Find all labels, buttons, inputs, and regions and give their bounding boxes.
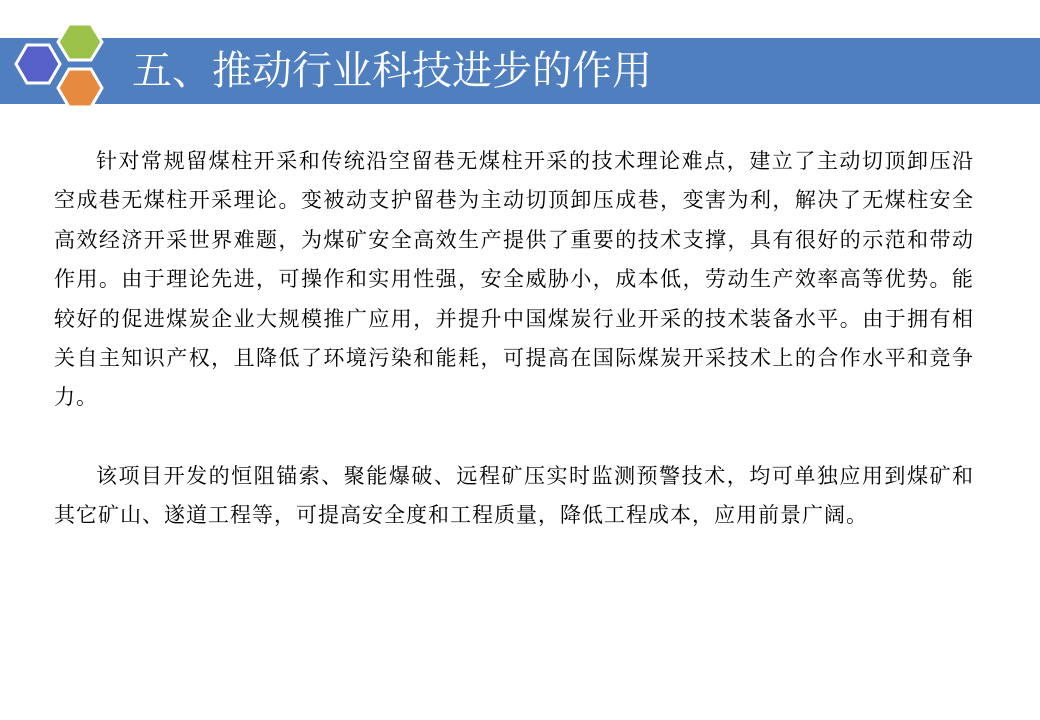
body-text — [54, 142, 974, 536]
hexagon-logo — [14, 22, 126, 112]
paragraph-1: 针对常规留煤柱开采和传统沿空留巷无煤柱开采的技术理论难点，建立了主动切顶卸压沿空成巷无煤柱开采理论。变被动支护留巷为主动切顶卸压成巷，变害为利，解决了无煤柱安全高效经济开采世界难题，为煤矿安全高效生产提供了重要的技术支撑，具有很好的示范和带动作用。由于理论先进，可操作和实用性强，安全威胁小，成本低，劳动生产效率高等优势。能较好的促进煤炭企业大规模推广应用，并提升中国煤炭行业开采的技术装备水平。由于拥有相关自主知识产权，且降低了环境污染和能耗，可提高在国际煤炭开采技术上的合作水平和竞争力。 — [54, 149, 974, 410]
slide-title: 五、推动行业科技进步的作用 — [132, 48, 652, 94]
green-hexagon — [58, 24, 102, 60]
blue-hexagon — [16, 45, 60, 83]
orange-hexagon — [58, 69, 102, 107]
paragraph-2: 该项目开发的恒阻锚索、聚能爆破、远程矿压实时监测预警技术，均可单独应用到煤矿和其它矿山、遂道工程等，可提高安全度和工程质量，降低工程成本，应用前景广阔。 — [54, 463, 974, 528]
